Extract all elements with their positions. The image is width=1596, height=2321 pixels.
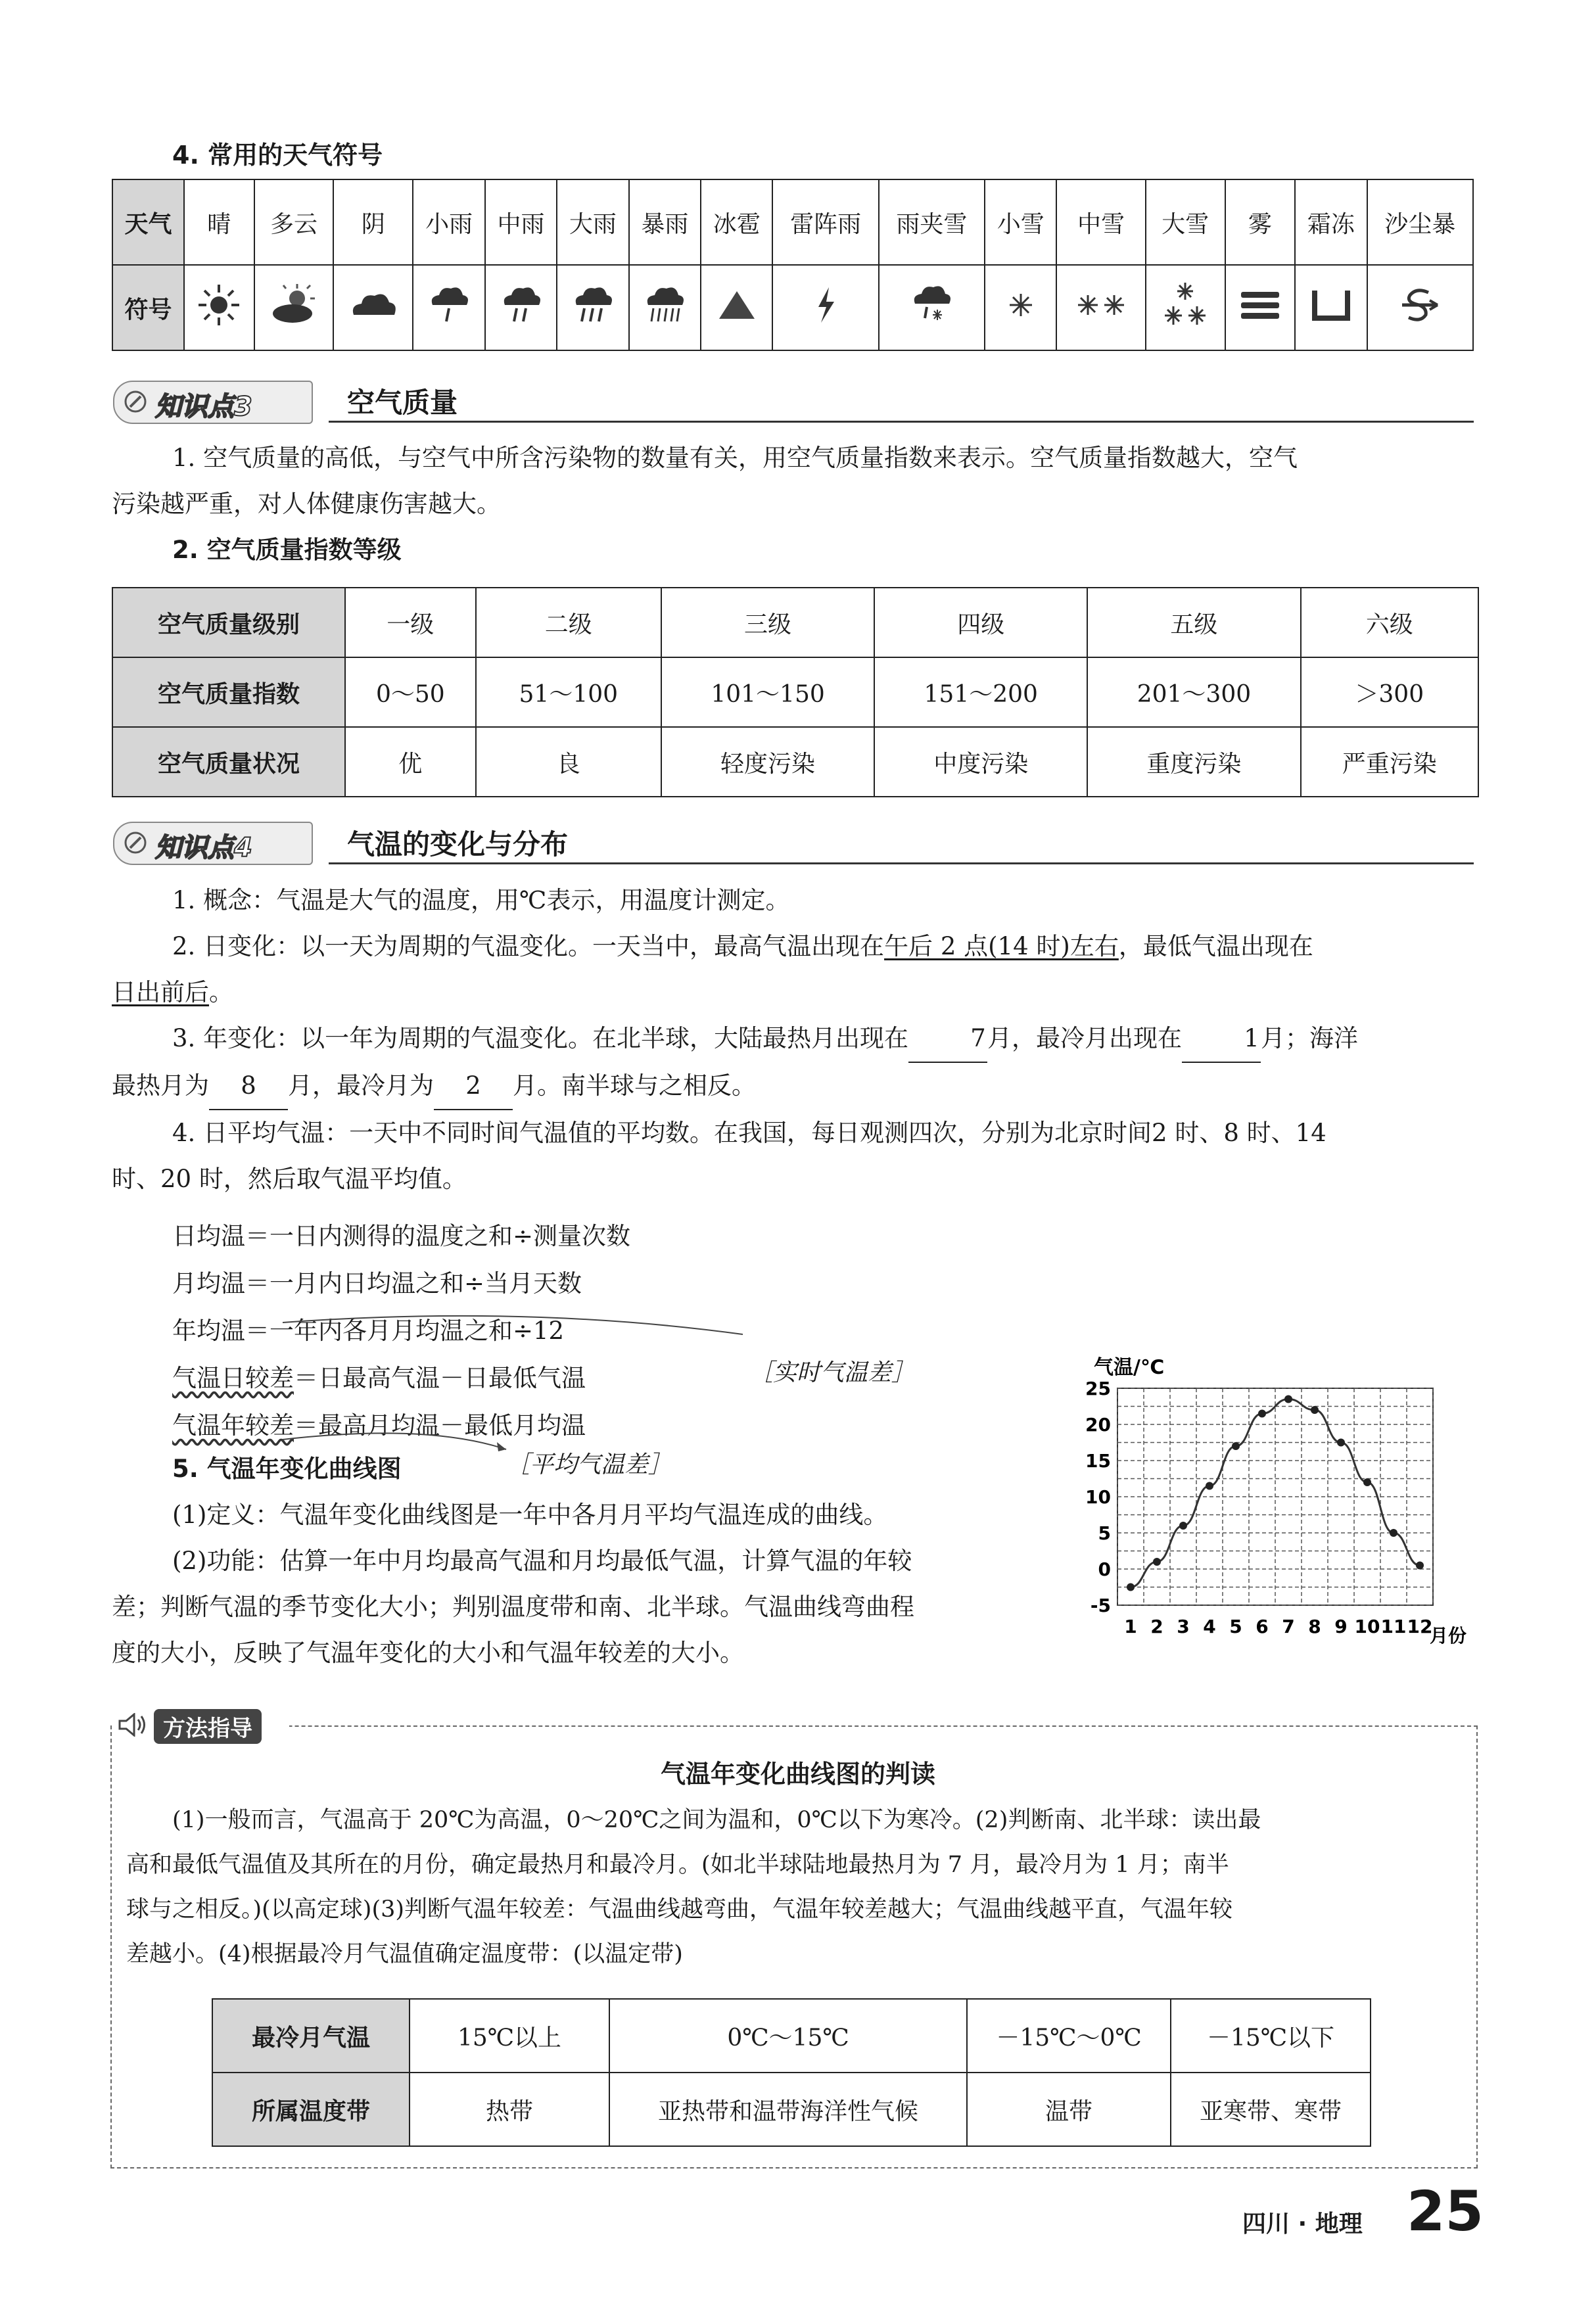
t2	[112, 924, 1479, 970]
method-badge	[112, 1706, 289, 1743]
x-tick-label: 3	[1177, 1616, 1190, 1637]
x-tick-label: 9	[1334, 1616, 1348, 1637]
t5-2b: 差；判断气温的季节变化大小；判别温度带和南、北半球。气温曲线弯曲程	[112, 1593, 914, 1621]
chart-grid	[1117, 1388, 1433, 1605]
symbol-row-header: 符号	[112, 265, 184, 350]
sandstorm-icon	[1367, 265, 1473, 350]
weather-name: 阴	[333, 179, 413, 265]
t2-text: ，最低气温出现在	[1118, 932, 1313, 960]
data-point	[1232, 1442, 1240, 1450]
thunderstorm-icon	[772, 265, 878, 350]
x-tick-label: 11	[1380, 1616, 1407, 1637]
table-cell: 热带	[410, 2073, 609, 2146]
pen-icon	[124, 831, 147, 855]
t3	[112, 1016, 1479, 1063]
weather-name: 大雨	[557, 179, 628, 265]
table-cell: 四级	[874, 588, 1087, 657]
table-cell: －15℃以下	[1171, 1999, 1371, 2073]
data-point	[1153, 1558, 1161, 1566]
weather-symbol-table	[112, 179, 1474, 351]
t5-2c: 度的大小，反映了气温年变化的大小和气温年较差的大小。	[112, 1639, 744, 1667]
formula-text: ＝最高月均温－最低月均温	[294, 1411, 586, 1440]
table-cell: 0℃～15℃	[609, 1999, 967, 2073]
kp3-title: 空气质量	[347, 387, 458, 419]
t1: 1. 概念：气温是大气的温度，用℃表示，用温度计测定。	[172, 886, 790, 914]
knowledge-point-badge	[113, 822, 313, 865]
temperature-chart	[1065, 1348, 1486, 1650]
method-p3: 球与之相反。)(以高定球)(3)判断气温年较差：气温曲线越弯曲，气温年较差越大；气温曲线越平直，气温年较	[126, 1896, 1233, 1923]
table-cell: 严重污染	[1301, 727, 1478, 797]
temperature-paragraphs	[112, 878, 1479, 1202]
data-point	[1416, 1562, 1424, 1570]
x-tick-label: 6	[1256, 1616, 1269, 1637]
temperature-zone-table	[212, 1998, 1371, 2147]
formula-annual-mean: 年均温＝一年内各月月均温之和÷12	[172, 1317, 565, 1345]
table-cell: 良	[476, 727, 661, 797]
table-cell: 五级	[1087, 588, 1300, 657]
weather-name-row	[112, 179, 1473, 265]
table-cell: 重度污染	[1087, 727, 1300, 797]
data-point	[1127, 1583, 1135, 1591]
weather-row-header: 天气	[112, 179, 184, 265]
t2-underlined: 午后 2 点(14 时)左右	[884, 932, 1119, 960]
table-cell: 二级	[476, 588, 661, 657]
t5-1: (1)定义：气温年变化曲线图是一年中各月月平均气温连成的曲线。	[172, 1501, 888, 1529]
method-title: 气温年变化曲线图的判读	[660, 1760, 935, 1789]
knowledge-point-badge	[113, 381, 313, 424]
fog-icon	[1225, 265, 1296, 350]
t3-text: 月；海洋	[1261, 1024, 1359, 1052]
air-quality-table	[112, 587, 1479, 797]
formula-text: ＝日最高气温－日最低气温	[294, 1364, 586, 1392]
table-cell: 151～200	[874, 657, 1087, 727]
table-cell: 51～100	[476, 657, 661, 727]
cloudy-icon	[254, 265, 334, 350]
table-cell: 轻度污染	[661, 727, 874, 797]
page-number: 25	[1407, 2179, 1484, 2243]
t3-cont	[112, 1063, 1479, 1110]
weather-symbol-row	[112, 265, 1473, 350]
t3-text: 月。南半球与之相反。	[513, 1071, 756, 1100]
chart-y-ticks	[1085, 1378, 1111, 1616]
y-tick-label: 0	[1098, 1559, 1111, 1580]
term-daily-range: 气温日较差	[172, 1364, 294, 1392]
table-row	[112, 727, 1478, 797]
curve-section	[112, 1446, 1058, 1676]
x-tick-label: 5	[1229, 1616, 1242, 1637]
t5-title: 5. 气温年变化曲线图	[172, 1455, 402, 1483]
weather-name: 小雨	[413, 179, 484, 265]
heavy-rain-icon	[557, 265, 628, 350]
table-cell: 201～300	[1087, 657, 1300, 727]
y-tick-label: -5	[1090, 1595, 1111, 1616]
weather-name: 暴雨	[629, 179, 701, 265]
hail-icon	[701, 265, 772, 350]
kp4-title: 气温的变化与分布	[347, 828, 569, 860]
light-snow-icon	[985, 265, 1056, 350]
data-point	[1337, 1439, 1345, 1447]
table-cell: 优	[345, 727, 476, 797]
data-point	[1258, 1410, 1266, 1418]
t4-b: 时、20 时，然后取气温平均值。	[112, 1165, 467, 1193]
x-tick-label: 7	[1282, 1616, 1295, 1637]
table-cell: 三级	[661, 588, 874, 657]
method-badge-label: 方法指导	[154, 1709, 262, 1744]
aq-para2: 2. 空气质量指数等级	[172, 536, 402, 564]
t2-underlined: 日出前后	[112, 978, 209, 1006]
light-rain-icon	[413, 265, 484, 350]
y-tick-label: 10	[1085, 1486, 1111, 1508]
data-point	[1390, 1529, 1397, 1537]
row-header: 最冷月气温	[212, 1999, 410, 2073]
term-annual-range: 气温年较差	[172, 1411, 294, 1440]
t3-text: 月，最冷月为	[288, 1071, 434, 1100]
row-header: 空气质量状况	[112, 727, 345, 797]
method-p4: 差越小。(4)根据最冷月气温值确定温度带：(以温定带)	[126, 1941, 683, 1967]
t5-2a: (2)功能：估算一年中月均最高气温和月均最低气温，计算气温的年较	[172, 1547, 912, 1575]
table-cell: 中度污染	[874, 727, 1087, 797]
temperature-curve	[1131, 1399, 1420, 1587]
table-row	[212, 1999, 1371, 2073]
chart-x-ticks	[1124, 1616, 1432, 1637]
data-point	[1284, 1395, 1292, 1403]
moderate-snow-icon	[1056, 265, 1145, 350]
table-cell: 101～150	[661, 657, 874, 727]
aq-paragraph	[112, 435, 1479, 573]
table-cell: －15℃～0℃	[967, 1999, 1171, 2073]
table-cell: 温带	[967, 2073, 1171, 2146]
answer-blank: 8	[209, 1063, 288, 1110]
table-cell: ＞300	[1301, 657, 1478, 727]
weather-name: 雨夹雪	[879, 179, 985, 265]
annotation-text: 平均气温差	[530, 1451, 649, 1478]
weather-name: 沙尘暴	[1367, 179, 1473, 265]
table-cell: 15℃以上	[410, 1999, 609, 2073]
frost-icon	[1295, 265, 1367, 350]
data-point	[1206, 1482, 1213, 1490]
annotation-average: ［平均气温差］	[506, 1451, 672, 1478]
section-title-weather-symbols: 4. 常用的天气符号	[172, 141, 383, 170]
weather-name: 冰雹	[701, 179, 772, 265]
row-header: 所属温度带	[212, 2073, 410, 2146]
table-row	[112, 657, 1478, 727]
divider	[329, 862, 1474, 864]
data-point	[1179, 1522, 1187, 1530]
overcast-icon	[333, 265, 413, 350]
t3-text: 最热月为	[112, 1071, 209, 1100]
sun-icon	[184, 265, 254, 350]
annotation-realtime: ［实时气温差］	[749, 1359, 916, 1386]
formula-monthly-mean: 月均温＝一月内日均温之和÷当月天数	[172, 1269, 582, 1298]
aq-para1-a: 1. 空气质量的高低，与空气中所含污染物的数量有关，用空气质量指数来表示。空气质量指数越大，空气	[172, 444, 1298, 472]
method-p2: 高和最低气温值及其所在的月份，确定最热月和最冷月。(如北半球陆地最热月为 7 月，最冷月为 1 月；南半	[126, 1852, 1229, 1878]
weather-name: 霜冻	[1295, 179, 1367, 265]
x-tick-label: 8	[1308, 1616, 1321, 1637]
weather-name: 中雪	[1056, 179, 1145, 265]
table-row	[212, 2073, 1371, 2146]
table-cell: 亚寒带、寒带	[1171, 2073, 1371, 2146]
y-tick-label: 5	[1098, 1522, 1111, 1544]
weather-name: 晴	[184, 179, 254, 265]
x-tick-label: 10	[1354, 1616, 1380, 1637]
x-tick-label: 1	[1124, 1616, 1137, 1637]
data-point	[1311, 1406, 1319, 1414]
x-tick-label: 4	[1203, 1616, 1216, 1637]
method-p1: (1)一般而言，气温高于 20℃为高温，0～20℃之间为温和，0℃以下为寒冷。(2)判断南、北半球：读出最	[172, 1807, 1261, 1833]
t3-text: 月，最冷月出现在	[987, 1024, 1183, 1052]
row-header: 空气质量指数	[112, 657, 345, 727]
y-tick-label: 25	[1085, 1378, 1111, 1399]
formula-daily-mean: 日均温＝一日内测得的温度之和÷测量次数	[172, 1222, 631, 1250]
t4-a: 4. 日平均气温：一天中不同时间气温值的平均数。在我国，每日观测四次，分别为北京时间2 时、8 时、14	[172, 1119, 1326, 1147]
heavy-snow-icon	[1146, 265, 1225, 350]
footer-region: 四川 · 地理	[1242, 2211, 1363, 2238]
row-header: 空气质量级别	[112, 588, 345, 657]
x-tick-label: 2	[1150, 1616, 1163, 1637]
rainstorm-icon	[629, 265, 701, 350]
answer-blank: 1	[1182, 1016, 1261, 1063]
annotation-text: 实时气温差	[773, 1359, 892, 1386]
weather-name: 大雪	[1146, 179, 1225, 265]
table-cell: 亚热带和温带海洋性气候	[609, 2073, 967, 2146]
table-row	[112, 588, 1478, 657]
sleet-icon	[879, 265, 985, 350]
badge-label: 知识点3	[155, 392, 252, 422]
pen-icon	[124, 390, 147, 413]
y-tick-label: 15	[1085, 1450, 1111, 1472]
y-tick-label: 20	[1085, 1414, 1111, 1436]
t3-text: 3. 年变化：以一年为周期的气温变化。在北半球，大陆最热月出现在	[172, 1024, 909, 1052]
x-tick-label: 12	[1407, 1616, 1433, 1637]
weather-name: 小雪	[985, 179, 1056, 265]
table-cell: 六级	[1301, 588, 1478, 657]
chart-y-label: 气温/℃	[1094, 1356, 1165, 1379]
badge-label: 知识点4	[155, 833, 252, 863]
aq-para1-b: 污染越严重，对人体健康伤害越大。	[112, 490, 501, 518]
table-cell: 一级	[345, 588, 476, 657]
t2-cont	[112, 970, 1479, 1016]
divider	[329, 421, 1474, 423]
data-point	[1363, 1478, 1371, 1486]
answer-blank: 7	[908, 1016, 987, 1063]
weather-name: 多云	[254, 179, 334, 265]
method-text	[126, 1798, 1467, 1977]
answer-blank: 2	[434, 1063, 513, 1110]
t2-text: 。	[209, 978, 233, 1006]
chart-x-label: 月份	[1430, 1625, 1467, 1647]
weather-name: 中雨	[485, 179, 557, 265]
t2-text: 2. 日变化：以一天为周期的气温变化。一天当中，最高气温出现在	[172, 932, 885, 960]
table-cell: 0～50	[345, 657, 476, 727]
speaker-icon	[117, 1713, 149, 1737]
moderate-rain-icon	[485, 265, 557, 350]
weather-name: 雾	[1225, 179, 1296, 265]
weather-name: 雷阵雨	[772, 179, 878, 265]
